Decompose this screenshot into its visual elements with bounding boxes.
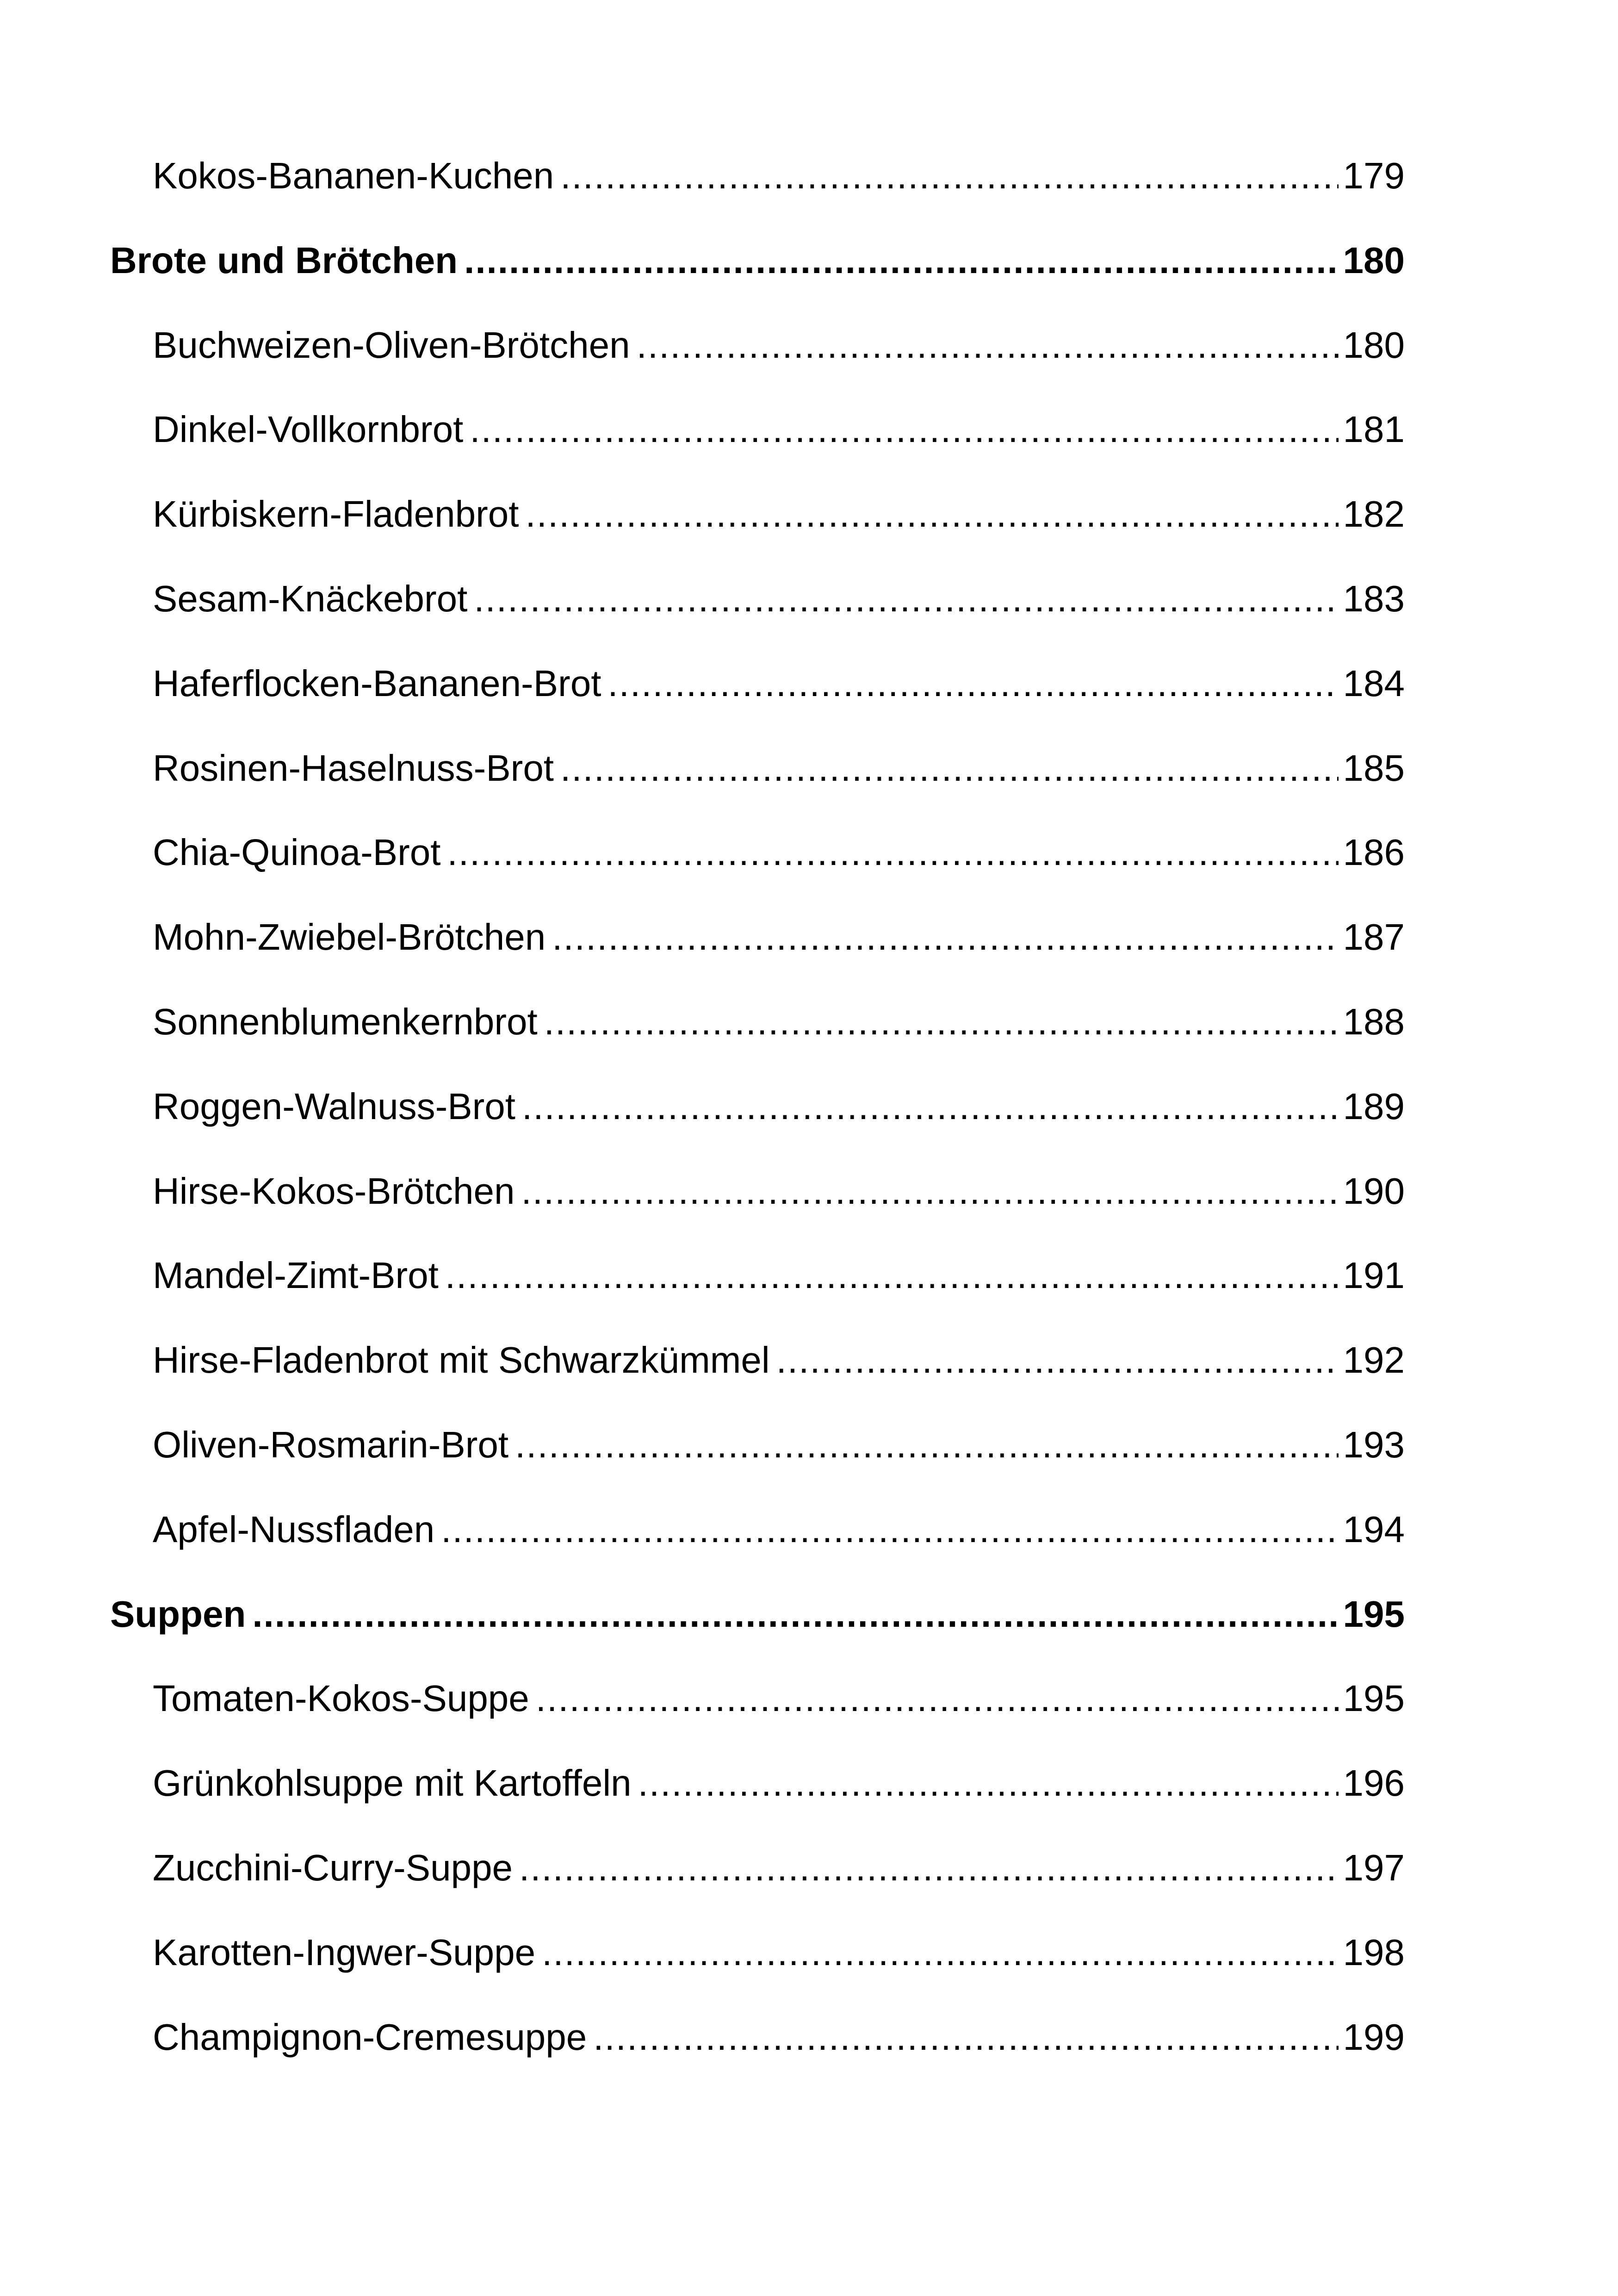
toc-entry-page: 191: [1343, 1257, 1405, 1296]
toc-entry-title: Sonnenblumenkernbrot: [153, 1003, 538, 1042]
toc-leader-dots: [441, 1511, 1338, 1548]
toc-leader-dots: [544, 1003, 1339, 1040]
toc-entry-title: Champignon-Cremesuppe: [153, 2018, 587, 2058]
toc-entry[interactable]: [110, 750, 1405, 834]
toc-leader-dots: [776, 1342, 1339, 1379]
toc-entry-page: 189: [1343, 1088, 1405, 1127]
toc-entry-page: 195: [1343, 1595, 1405, 1635]
toc-entry-title: Kokos-Bananen-Kuchen: [153, 157, 554, 196]
toc-leader-dots: [542, 1934, 1338, 1971]
toc-entry-page: 184: [1343, 665, 1405, 704]
toc-entry[interactable]: [110, 1173, 1405, 1257]
toc-entry-title: Oliven-Rosmarin-Brot: [153, 1426, 509, 1465]
toc-entry[interactable]: [110, 496, 1405, 580]
toc-entry-page: 195: [1343, 1680, 1405, 1719]
toc-entry-title: Roggen-Walnuss-Brot: [153, 1088, 516, 1127]
table-of-contents: [110, 157, 1405, 2103]
toc-leader-dots: [522, 1088, 1338, 1125]
toc-entry[interactable]: [110, 1088, 1405, 1173]
toc-entry-page: 192: [1343, 1342, 1405, 1381]
toc-entry-page: 199: [1343, 2018, 1405, 2058]
toc-leader-dots: [515, 1426, 1338, 1463]
toc-leader-dots: [252, 1596, 1338, 1633]
toc-entry-page: 185: [1343, 749, 1405, 789]
toc-section-heading[interactable]: [110, 1596, 1405, 1680]
toc-entry-title: Karotten-Ingwer-Suppe: [153, 1934, 536, 1973]
toc-leader-dots: [560, 157, 1338, 194]
toc-leader-dots: [560, 750, 1338, 787]
toc-entry[interactable]: [110, 1680, 1405, 1765]
toc-entry[interactable]: [110, 1849, 1405, 1934]
toc-leader-dots: [519, 1849, 1338, 1886]
toc-entry-title: Dinkel-Vollkornbrot: [153, 411, 464, 450]
toc-entry[interactable]: [110, 1342, 1405, 1426]
toc-entry[interactable]: [110, 157, 1405, 242]
toc-leader-dots: [447, 834, 1339, 871]
toc-leader-dots: [536, 1680, 1339, 1717]
toc-leader-dots: [464, 242, 1338, 279]
toc-entry-title: Apfel-Nussfladen: [153, 1511, 435, 1550]
toc-entry-title: Zucchini-Curry-Suppe: [153, 1849, 513, 1888]
toc-leader-dots: [470, 411, 1338, 448]
toc-entry[interactable]: [110, 1511, 1405, 1596]
toc-entry-title: Hirse-Kokos-Brötchen: [153, 1172, 515, 1212]
toc-entry-page: 183: [1343, 580, 1405, 619]
toc-leader-dots: [638, 1765, 1339, 1802]
toc-entry[interactable]: [110, 580, 1405, 665]
toc-entry-page: 181: [1343, 411, 1405, 450]
toc-entry-page: 187: [1343, 919, 1405, 958]
toc-entry-page: 188: [1343, 1003, 1405, 1042]
toc-entry-title: Suppen: [110, 1595, 246, 1635]
toc-entry-title: Sesam-Knäckebrot: [153, 580, 468, 619]
toc-entry[interactable]: [110, 919, 1405, 1003]
toc-leader-dots: [593, 2019, 1338, 2056]
toc-entry-title: Tomaten-Kokos-Suppe: [153, 1680, 529, 1719]
toc-leader-dots: [608, 665, 1338, 702]
toc-entry-page: 180: [1343, 326, 1405, 366]
toc-entry-title: Brote und Brötchen: [110, 242, 458, 281]
toc-entry-page: 190: [1343, 1172, 1405, 1212]
toc-entry-page: 193: [1343, 1426, 1405, 1465]
toc-leader-dots: [521, 1173, 1339, 1210]
toc-entry-page: 197: [1343, 1849, 1405, 1888]
toc-leader-dots: [552, 919, 1338, 956]
toc-leader-dots: [525, 496, 1338, 533]
toc-entry-page: 194: [1343, 1511, 1405, 1550]
toc-entry-title: Haferflocken-Bananen-Brot: [153, 665, 601, 704]
toc-entry[interactable]: [110, 1426, 1405, 1511]
toc-entry-title: Mohn-Zwiebel-Brötchen: [153, 919, 546, 958]
toc-entry-page: 196: [1343, 1765, 1405, 1804]
toc-entry-page: 180: [1343, 242, 1405, 281]
toc-entry[interactable]: [110, 834, 1405, 919]
toc-entry[interactable]: [110, 1257, 1405, 1342]
toc-entry-page: 179: [1343, 157, 1405, 196]
toc-leader-dots: [474, 580, 1338, 617]
toc-entry[interactable]: [110, 327, 1405, 411]
toc-entry-title: Kürbiskern-Fladenbrot: [153, 496, 519, 535]
toc-entry[interactable]: [110, 2019, 1405, 2103]
toc-entry[interactable]: [110, 665, 1405, 750]
toc-entry-page: 186: [1343, 834, 1405, 873]
toc-entry-title: Chia-Quinoa-Brot: [153, 834, 441, 873]
toc-leader-dots: [637, 327, 1339, 364]
toc-section-heading[interactable]: [110, 242, 1405, 327]
toc-entry-page: 198: [1343, 1934, 1405, 1973]
toc-entry-title: Grünkohlsuppe mit Kartoffeln: [153, 1765, 632, 1804]
toc-entry-title: Rosinen-Haselnuss-Brot: [153, 749, 554, 789]
toc-entry-title: Hirse-Fladenbrot mit Schwarzkümmel: [153, 1342, 770, 1381]
toc-entry[interactable]: [110, 1934, 1405, 2019]
toc-entry-title: Buchweizen-Oliven-Brötchen: [153, 326, 630, 366]
toc-entry[interactable]: [110, 1765, 1405, 1849]
toc-entry[interactable]: [110, 1003, 1405, 1088]
toc-leader-dots: [445, 1257, 1339, 1294]
toc-entry[interactable]: [110, 411, 1405, 496]
toc-entry-page: 182: [1343, 496, 1405, 535]
toc-entry-title: Mandel-Zimt-Brot: [153, 1257, 439, 1296]
